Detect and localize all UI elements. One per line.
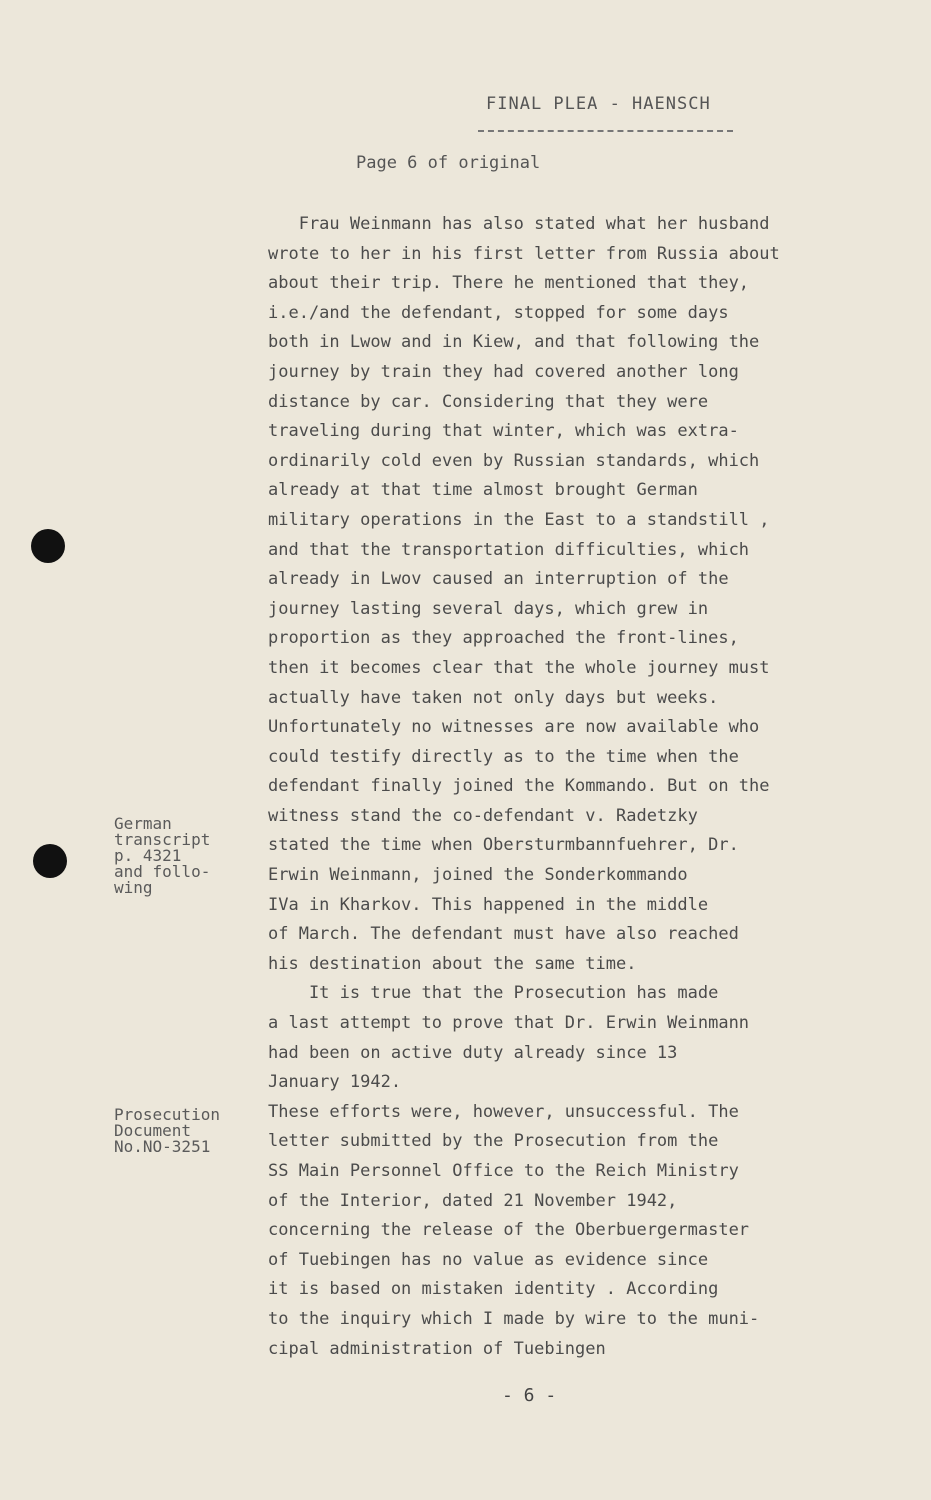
page-reference: Page 6 of original <box>356 153 541 173</box>
body-text: Frau Weinmann has also stated what her husband wrote to her in his first letter from Russia about about their trip. There he mentioned that they, i.e./and the defendant, stopped for some days both in Lwow and in Kiew, and that following the journey by train they had covered another long distance by car. Considering that they were traveling during that winter, which was extra- ordinarily cold even by Russian standards, which already at that time almost brought German military operations in the East to a standstill , and that the transportation difficulties, which already in Lwov caused an interruption of the journey lasting several days, which grew in proportion as they approached the front-lines, then it becomes clear that the whole journey must actually have taken not only days but weeks. Unfortunately no witnesses are now available who could testify directly as to the time when the defendant finally joined the Kommando. But on the witness stand the co-defendant v. Radetzky stated the time when Obersturmbannfuehrer, Dr. Erwin Weinmann, joined the Sonderkommando IVa in Kharkov. This happened in the middle of March. The defendant must have also reached his destination about the same time. It is true that the Prosecution has made a last attempt to prove that Dr. Erwin Weinmann had been on active duty already since 13 January 1942. These efforts were, however, unsuccessful. The letter submitted by the Prosecution from the SS Main Personnel Office to the Reich Ministry of the Interior, dated 21 November 1942, concerning the release of the Oberbuergermaster of Tuebingen has no value as evidence since it is based on mistaken identity . According to the inquiry which I made by wire to the muni- cipal administration of Tuebingen <box>268 214 780 1359</box>
document-title: FINAL PLEA - HAENSCH <box>486 94 711 114</box>
title-underline <box>478 130 733 132</box>
punch-hole <box>31 529 65 563</box>
margin-note-transcript: German transcript p. 4321 and follo- wing <box>114 814 211 897</box>
punch-hole <box>33 844 67 878</box>
margin-note-prosecution-document: Prosecution Document No.NO-3251 <box>114 1105 220 1156</box>
page-number: - 6 - <box>502 1385 557 1406</box>
